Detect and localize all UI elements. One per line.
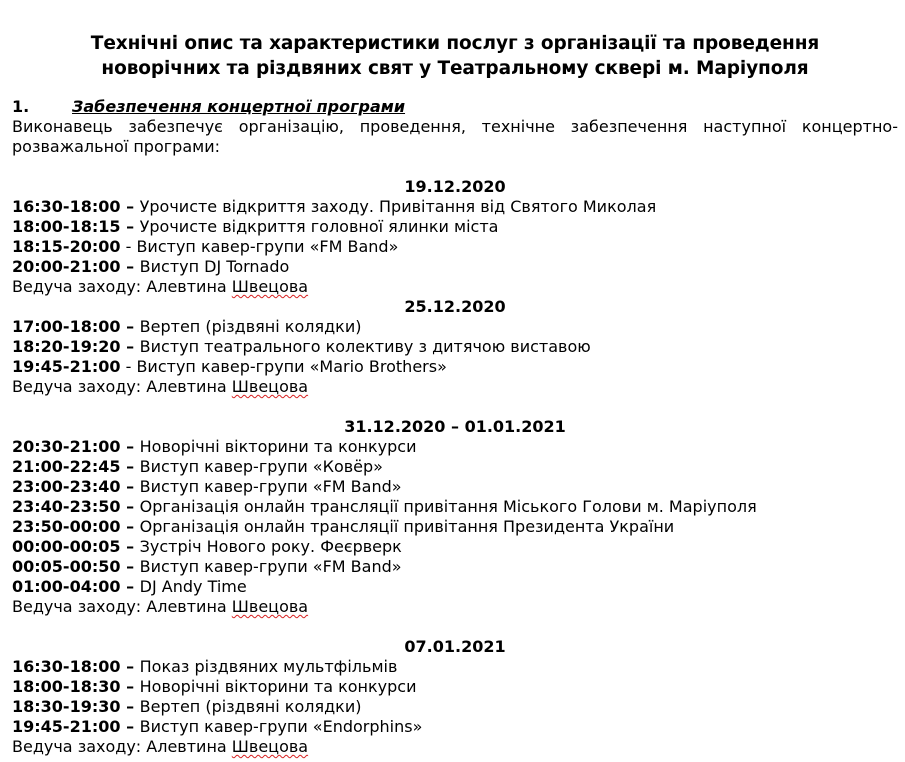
event-description: Виступ кавер-групи «Mario Brothers»	[136, 357, 447, 376]
event-description: Виступ театрального колективу з дитячою виставою	[139, 337, 591, 356]
event-time: 17:00-18:00	[12, 317, 121, 336]
event-time: 20:30-21:00	[12, 437, 121, 456]
event-separator: –	[120, 497, 140, 516]
event-separator: –	[120, 577, 140, 596]
event-separator: –	[120, 517, 140, 536]
event-description: Виступ кавер-групи «Ковёр»	[139, 457, 383, 476]
event-description: Вертеп (різдвяні колядки)	[139, 697, 362, 716]
event-row	[12, 477, 898, 497]
host-line	[12, 737, 898, 757]
host-surname: Швецова	[231, 377, 309, 396]
day-block	[12, 177, 898, 297]
event-row	[12, 257, 898, 277]
event-time: 18:00-18:15	[12, 217, 121, 236]
host-label: Ведуча заходу: Алевтина	[12, 277, 232, 296]
day-date: 19.12.2020	[404, 177, 506, 196]
event-description: Організація онлайн трансляції привітання Міського Голови м. Маріуполя	[139, 497, 757, 516]
event-separator: –	[120, 337, 140, 356]
event-separator: –	[120, 217, 140, 236]
event-separator: –	[120, 437, 140, 456]
event-separator: -	[120, 237, 137, 256]
event-time: 19:45-21:00	[12, 357, 121, 376]
event-row	[12, 497, 898, 517]
event-row	[12, 237, 898, 257]
event-row	[12, 717, 898, 737]
event-separator: –	[120, 677, 140, 696]
event-time: 00:00-00:05	[12, 537, 121, 556]
event-separator: –	[120, 557, 140, 576]
event-row	[12, 337, 898, 357]
event-separator: –	[120, 717, 140, 736]
event-description: Показ різдвяних мультфільмів	[139, 657, 398, 676]
event-row	[12, 517, 898, 537]
event-row	[12, 457, 898, 477]
event-time: 18:30-19:30	[12, 697, 121, 716]
section-intro: Виконавець забезпечує організацію, проведення, технічне забезпечення наступної концертно-розважальної програми:	[12, 117, 898, 156]
event-description: Виступ DJ Tornado	[139, 257, 290, 276]
event-separator: –	[120, 537, 140, 556]
event-time: 23:00-23:40	[12, 477, 121, 496]
event-description: Організація онлайн трансляції привітання Президента України	[139, 517, 675, 536]
day-block	[12, 637, 898, 757]
event-description: Виступ кавер-групи «FM Band»	[139, 557, 402, 576]
event-time: 16:30-18:00	[12, 657, 121, 676]
event-time: 18:20-19:20	[12, 337, 121, 356]
section-title: Забезпечення концертної програми	[72, 97, 406, 116]
event-time: 21:00-22:45	[12, 457, 121, 476]
event-separator: –	[120, 197, 140, 216]
host-surname: Швецова	[231, 597, 309, 616]
event-description: Виступ кавер-групи «FM Band»	[136, 237, 399, 256]
event-description: DJ Andy Time	[139, 577, 247, 596]
section-number: 1.	[12, 97, 30, 116]
day-date: 25.12.2020	[404, 297, 506, 316]
host-label: Ведуча заходу: Алевтина	[12, 377, 232, 396]
event-separator: –	[120, 657, 140, 676]
event-time: 01:00-04:00	[12, 577, 121, 596]
host-line	[12, 377, 898, 397]
host-line	[12, 277, 898, 297]
title-line-2: новорічних та різдвяних свят у Театральному сквері м. Маріуполя	[101, 58, 809, 79]
title-line-1: Технічні опис та характеристики послуг з організації та проведення	[90, 33, 820, 54]
day-block	[12, 417, 898, 617]
event-separator: –	[120, 697, 140, 716]
event-row	[12, 317, 898, 337]
event-time: 20:00-21:00	[12, 257, 121, 276]
day-date: 07.01.2021	[404, 637, 506, 656]
host-line	[12, 597, 898, 617]
event-description: Новорічні вікторини та конкурси	[139, 677, 417, 696]
event-description: Зустріч Нового року. Феєрверк	[139, 537, 402, 556]
event-time: 19:45-21:00	[12, 717, 121, 736]
event-separator: –	[120, 257, 140, 276]
event-description: Виступ кавер-групи «Endorphins»	[139, 717, 423, 736]
day-date: 31.12.2020 – 01.01.2021	[344, 417, 566, 436]
event-row	[12, 677, 898, 697]
section-heading	[12, 97, 898, 117]
event-row	[12, 197, 898, 217]
event-description: Виступ кавер-групи «FM Band»	[139, 477, 402, 496]
event-separator: –	[120, 457, 140, 476]
event-description: Урочисте відкриття заходу. Привітання від Святого Миколая	[139, 197, 657, 216]
event-time: 16:30-18:00	[12, 197, 121, 216]
event-description: Новорічні вікторини та конкурси	[139, 437, 417, 456]
event-description: Урочисте відкриття головної ялинки міста	[139, 217, 499, 236]
event-separator: -	[120, 357, 137, 376]
host-surname: Швецова	[231, 737, 309, 756]
event-time: 23:40-23:50	[12, 497, 121, 516]
event-time: 18:00-18:30	[12, 677, 121, 696]
event-time: 23:50-00:00	[12, 517, 121, 536]
event-time: 00:05-00:50	[12, 557, 121, 576]
host-surname: Швецова	[231, 277, 309, 296]
event-row	[12, 357, 898, 377]
event-time: 18:15-20:00	[12, 237, 121, 256]
day-block	[12, 297, 898, 397]
host-label: Ведуча заходу: Алевтина	[12, 597, 232, 616]
host-label: Ведуча заходу: Алевтина	[12, 737, 232, 756]
document-page	[12, 31, 898, 757]
event-separator: –	[120, 477, 140, 496]
event-row	[12, 217, 898, 237]
event-row	[12, 577, 898, 597]
event-description: Вертеп (різдвяні колядки)	[139, 317, 362, 336]
event-row	[12, 557, 898, 577]
event-row	[12, 537, 898, 557]
event-row	[12, 437, 898, 457]
document-title	[12, 31, 898, 81]
event-row	[12, 657, 898, 677]
event-row	[12, 697, 898, 717]
event-separator: –	[120, 317, 140, 336]
